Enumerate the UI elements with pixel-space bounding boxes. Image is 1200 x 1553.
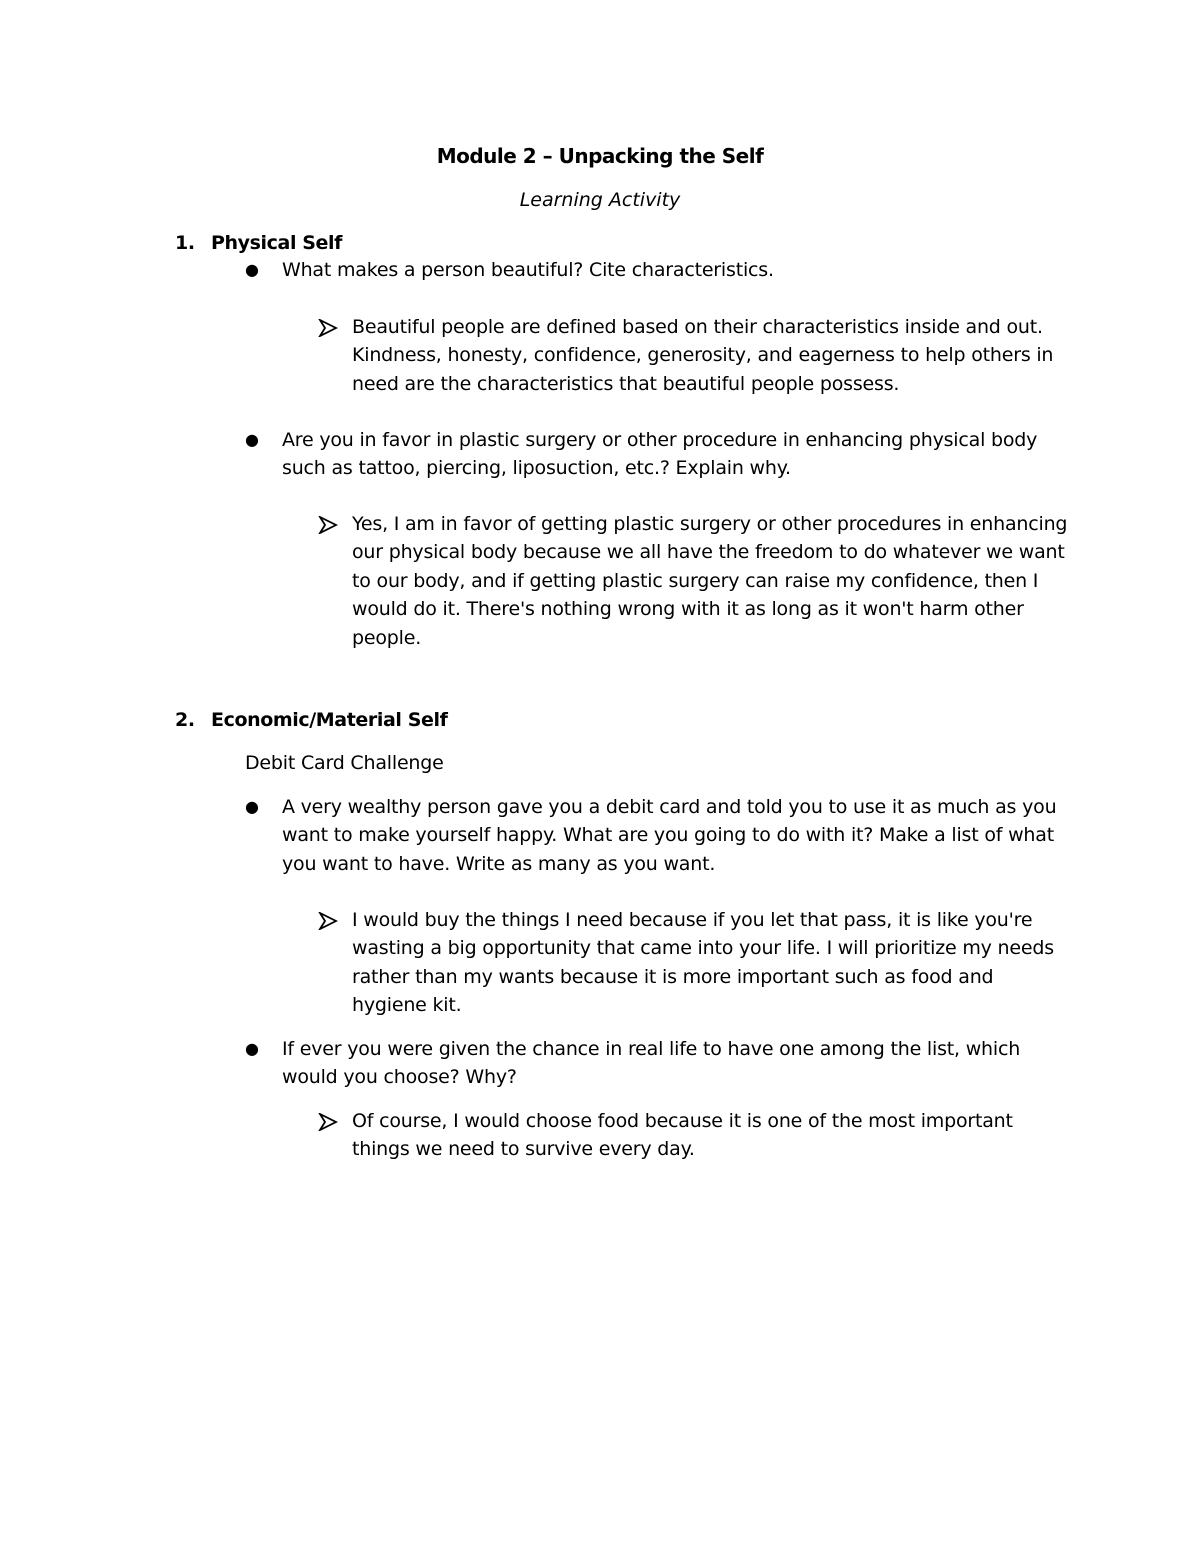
- section-number: 1.: [175, 232, 195, 254]
- arrowhead-bullet-icon: [318, 1113, 338, 1131]
- question-text: Are you in favor in plastic surgery or other procedure in enhancing physical body such as tattoo, piercing, liposuction, etc.? Explain why.: [282, 429, 1038, 480]
- arrowhead-bullet-icon: [318, 319, 338, 337]
- question-text: What makes a person beautiful? Cite characteristics.: [282, 259, 774, 281]
- page-subtitle: Learning Activity: [519, 189, 681, 211]
- section-heading-economic-material-self: [175, 706, 447, 734]
- round-bullet-icon: ●: [245, 260, 259, 279]
- question-text: If ever you were given the chance in real life to have one among the list, which would you choose? Why?: [282, 1038, 1021, 1089]
- question-text: A very wealthy person gave you a debit card and told you to use it as much as you want to make yourself happy. What are you going to do with it? Make a list of what you want to have. Write as many as you want.: [282, 796, 1057, 875]
- section-title: Physical Self: [211, 232, 343, 254]
- round-bullet-icon: ●: [245, 797, 259, 816]
- answer-text: Beautiful people are defined based on their characteristics inside and out. Kindness, honesty, confidence, generosity, and eagerness to help others in need are the characteristics that beautiful people possess.: [352, 316, 1054, 395]
- answer-text: I would buy the things I need because if you let that pass, it is like you're wasting a big opportunity that came into your life. I will prioritize my needs rather than my wants because it is more important such as food and hygiene kit.: [352, 909, 1054, 1017]
- answer-text: Of course, I would choose food because it is one of the most important things we need to survive every day.: [352, 1110, 1013, 1161]
- section-title: Economic/Material Self: [211, 709, 448, 731]
- round-bullet-icon: ●: [245, 1039, 259, 1058]
- section-heading-physical-self: [175, 229, 342, 257]
- arrowhead-bullet-icon: [318, 912, 338, 930]
- section-intro: Debit Card Challenge: [245, 752, 444, 774]
- section-number: 2.: [175, 709, 195, 731]
- arrowhead-bullet-icon: [318, 516, 338, 534]
- answer-text: Yes, I am in favor of getting plastic surgery or other procedures in enhancing our physical body because we all have the freedom to do whatever we want to our body, and if getting plastic surgery can raise my confidence, then I would do it. There's nothing wrong with it as long as it won't harm other people.: [352, 513, 1068, 649]
- round-bullet-icon: ●: [245, 430, 259, 449]
- page-title: Module 2 – Unpacking the Self: [436, 144, 764, 168]
